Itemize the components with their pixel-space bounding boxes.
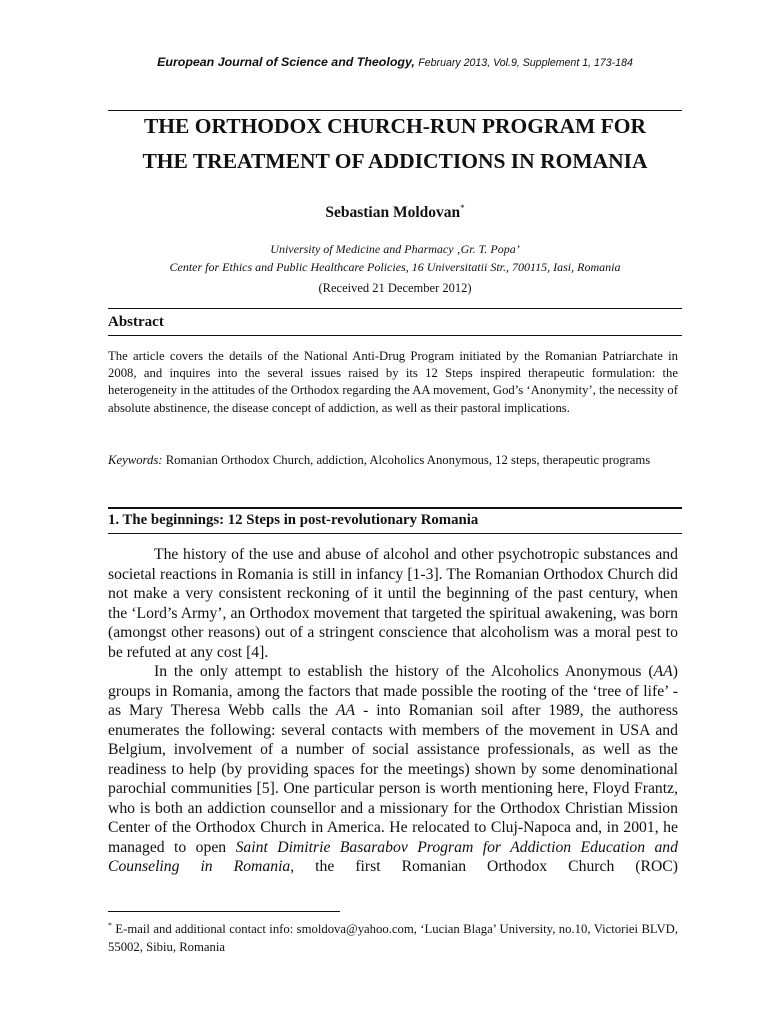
paragraph-1: The history of the use and abuse of alcohol and other psychotropic substances and societal reactions in Romania is still in infancy [1-3]. The Romanian Orthodox Church did not make a very consistent reckoning of it until the beginning of the past century, when the ‘Lord’s Army’, an Orthodox movement that targeted the spiritual awakening, was born (amongst other reasons) out of a stringent conscience that alcoholism was a moral pest to be refuted at any cost [4]. [108, 546, 678, 661]
body-text [108, 545, 678, 877]
section-top-rule [108, 507, 682, 509]
p2-aa-2: AA [335, 702, 356, 719]
title-top-rule [108, 110, 682, 111]
keywords [108, 452, 678, 469]
p2-text-c: - into Romanian soil after 1989, the authoress enumerates the following: several contacts with members of the movement in USA and Belgium, involvement of a number of social assistance professionals, as well as the readiness to help (by providing spaces for the meetings) shown by some denominational parochial communities [5]. One particular person is worth mentioning here, Floyd Frantz, who is both an addiction counsellor and a missionary for the Orthodox Christian Mission Center of the Orthodox Church in America. He relocated to Cluj-Napoca and, in 2001, he managed to open [108, 702, 678, 856]
received-date: (Received 21 December 2012) [318, 281, 472, 295]
journal-name: European Journal of Science and Theology, [157, 55, 415, 69]
abstract-text: The article covers the details of the National Anti-Drug Program initiated by the Romanian Patriarchate in 2008, and inquires into the several issues raised by its 12 Steps inspired therapeutic formulation: the heterogeneity in the attitudes of the Orthodox regarding the AA movement, God’s ‘Anonymity’, the necessity of absolute abstinence, the disease concept of addiction, as well as their pastoral implications. [108, 349, 678, 415]
p2-text-d: , the first Romanian Orthodox Church (ROC) [290, 858, 678, 875]
footnote-mark: * [108, 921, 112, 930]
p2-text-a: In the only attempt to establish the history of the Alcoholics Anonymous ( [154, 663, 654, 680]
p2-text-b: ) groups in Romania, among the factors that made possible the rooting of the ‘tree of life’ - as Mary Theresa Webb calls the [108, 663, 678, 719]
p2-aa-1: AA [653, 663, 673, 680]
footnote-text: E-mail and additional contact info: smoldova@yahoo.com, ‘Lucian Blaga’ University, no.10, Victoriei BLVD, 55002, Sibiu, Romania [108, 922, 678, 955]
journal-header [108, 55, 682, 69]
journal-details: February 2013, Vol.9, Supplement 1, 173-184 [418, 57, 633, 69]
abstract-heading: Abstract [108, 314, 164, 330]
title-line-1: THE ORTHODOX CHURCH-RUN PROGRAM FOR [143, 114, 647, 138]
title-line-2: THE TREATMENT OF ADDICTIONS IN ROMANIA [142, 149, 648, 173]
paragraph-2 [108, 662, 678, 877]
p2-program-name: Saint Dimitrie Basarabov Program for Addiction Education and Counseling in Romania [108, 838, 678, 875]
affiliation-line-2: Center for Ethics and Public Healthcare Policies, 16 Universitatii Str., 700115, Iasi, Romania [169, 260, 621, 274]
abstract-top-rule [108, 308, 682, 309]
author-footnote-mark: * [460, 203, 465, 213]
author-name: Sebastian Moldovan [325, 204, 461, 222]
footnote [108, 917, 678, 956]
abstract-bottom-rule [108, 335, 682, 336]
footnote-rule [108, 911, 340, 912]
keywords-text: Romanian Orthodox Church, addiction, Alcoholics Anonymous, 12 steps, therapeutic programs [165, 453, 651, 467]
keywords-label: Keywords: [108, 453, 163, 467]
affiliation-line-1: University of Medicine and Pharmacy ‚Gr. T. Popa’ [270, 242, 520, 256]
author [108, 203, 682, 222]
section-bottom-rule [108, 533, 682, 534]
section-heading: 1. The beginnings: 12 Steps in post-revolutionary Romania [108, 512, 479, 528]
